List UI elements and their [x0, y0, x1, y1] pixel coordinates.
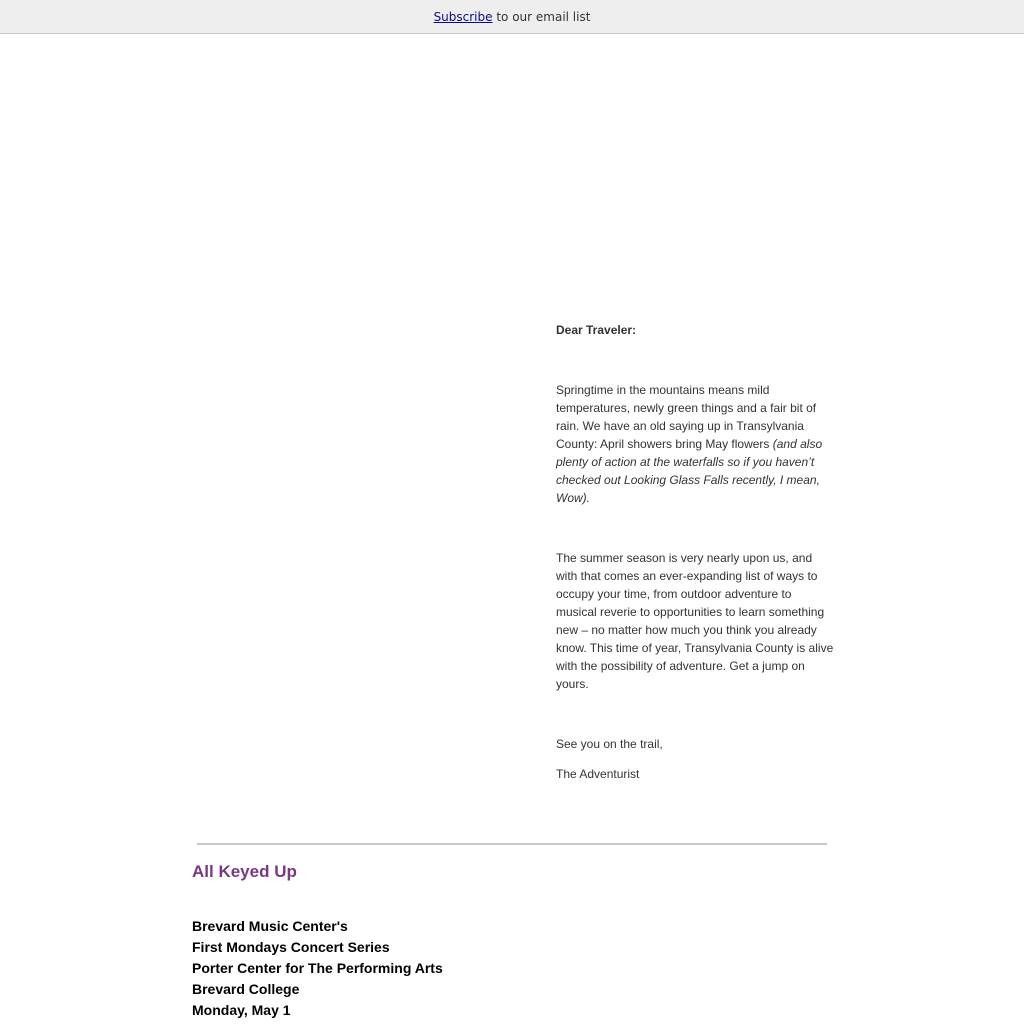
letter-greeting: Dear Traveler:	[556, 323, 637, 337]
subscribe-bar	[0, 0, 1024, 34]
letter-closing: See you on the trail,	[556, 737, 663, 751]
event-line-series: First Mondays Concert Series	[192, 939, 390, 955]
subscribe-link[interactable]: Subscribe	[433, 10, 493, 24]
subscribe-bar-text: to our email list	[492, 10, 591, 24]
editor-letter	[556, 321, 834, 783]
section-title: All Keyed Up	[192, 862, 297, 881]
event-line-date: Monday, May 1	[192, 1002, 291, 1018]
letter-signature: The Adventurist	[556, 767, 640, 781]
letter-paragraph-2: The summer season is very nearly upon us, and with that comes an ever-expanding list of ways to occupy your time, from outdoor adventure to musical reverie to opportunities to learn something new – no matter how much you think you already know. This time of year, Transylvania County is alive with the possibility of adventure. Get a jump on yours.	[556, 551, 834, 691]
letter-paragraph-1-text: Springtime in the mountains means mild temperatures, newly green things and a fair bit of rain. We have an old saying up in Transylvania County: April showers bring May flowers	[556, 383, 817, 451]
event-line-venue: Porter Center for The Performing Arts	[192, 960, 443, 976]
event-details	[192, 916, 443, 1021]
event-line-presenter: Brevard Music Center's	[192, 918, 348, 934]
letter-paragraph-1-italic: (and also plenty of action at the waterfalls so if you haven’t checked out Looking Glass Falls recently, I mean, Wow).	[556, 437, 823, 505]
letter-paragraph-1	[556, 381, 834, 507]
event-line-college: Brevard College	[192, 981, 300, 997]
section-divider	[197, 843, 827, 845]
